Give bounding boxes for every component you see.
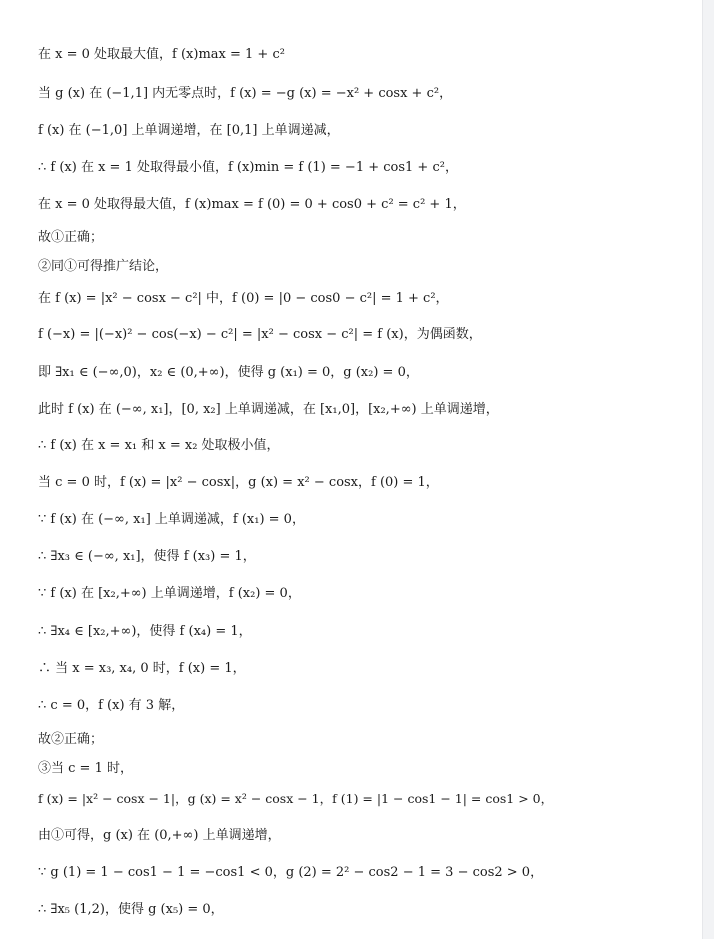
- text-line: ∴ ∃x₃ ∈ (−∞, x₁]，使得 f (x₃) = 1，: [38, 549, 256, 564]
- text-line: 在 x = 0 处取得最大值，f (x)max = f (0) = 0 + cos0 + c² = c² + 1，: [38, 197, 466, 212]
- text-line: ②同①可得推广结论，: [38, 259, 169, 274]
- text-line: 故①正确；: [38, 230, 104, 245]
- text-line: f (x) 在 (−1,0] 上单调递增，在 [0,1] 上单调递减，: [38, 123, 340, 138]
- text-line: 在 x = 0 处取最大值，f (x)max = 1 + c²: [38, 47, 285, 62]
- text-line: ∵ f (x) 在 (−∞, x₁] 上单调递减，f (x₁) = 0，: [38, 512, 305, 527]
- text-line: 当 c = 0 时，f (x) = |x² − cosx|，g (x) = x² − cosx，f (0) = 1，: [38, 475, 439, 490]
- text-line: ∴ f (x) 在 x = x₁ 和 x = x₂ 处取极小值，: [38, 438, 280, 453]
- text-line: ③当 c = 1 时，: [38, 761, 133, 776]
- text-line: ∴ f (x) 在 x = 1 处取得最小值，f (x)min = f (1) = −1 + cos1 + c²，: [38, 160, 458, 175]
- text-line: f (x) = |x² − cosx − 1|，g (x) = x² − cosx − 1，f (1) = |1 − cos1 − 1| = cos1 > 0，: [38, 791, 554, 806]
- text-line: ∴ c = 0，f (x) 有 3 解，: [38, 698, 185, 713]
- text-line: ∴ ∃x₄ ∈ [x₂,+∞)，使得 f (x₄) = 1，: [38, 624, 252, 639]
- text-line: 由①可得，g (x) 在 (0,+∞) 上单调递增，: [38, 828, 281, 843]
- text-line: 当 g (x) 在 (−1,1] 内无零点时，f (x) = −g (x) = −x² + cosx + c²，: [38, 86, 453, 101]
- text-line: 此时 f (x) 在 (−∞, x₁]，[0, x₂] 上单调递减，在 [x₁,0]，[x₂,+∞) 上单调递增，: [38, 402, 499, 417]
- scrollbar-track[interactable]: [702, 0, 714, 939]
- text-line: 在 f (x) = |x² − cosx − c²| 中，f (0) = |0 − cos0 − c²| = 1 + c²，: [38, 291, 449, 306]
- text-line: ∴ ∃x₅ (1,2)，使得 g (x₅) = 0，: [38, 902, 224, 917]
- text-line: 故②正确；: [38, 732, 104, 747]
- text-line: ∴ 当 x = x₃, x₄, 0 时，f (x) = 1，: [38, 661, 246, 676]
- text-line: f (−x) = |(−x)² − cos(−x) − c²| = |x² − cosx − c²| = f (x)，为偶函数，: [38, 327, 482, 342]
- text-line: ∵ f (x) 在 [x₂,+∞) 上单调递增，f (x₂) = 0，: [38, 586, 301, 601]
- text-line: ∵ g (1) = 1 − cos1 − 1 = −cos1 < 0，g (2) = 2² − cos2 − 1 = 3 − cos2 > 0，: [38, 865, 544, 880]
- text-line: 即 ∃x₁ ∈ (−∞,0)，x₂ ∈ (0,+∞)，使得 g (x₁) = 0，g (x₂) = 0，: [38, 365, 419, 380]
